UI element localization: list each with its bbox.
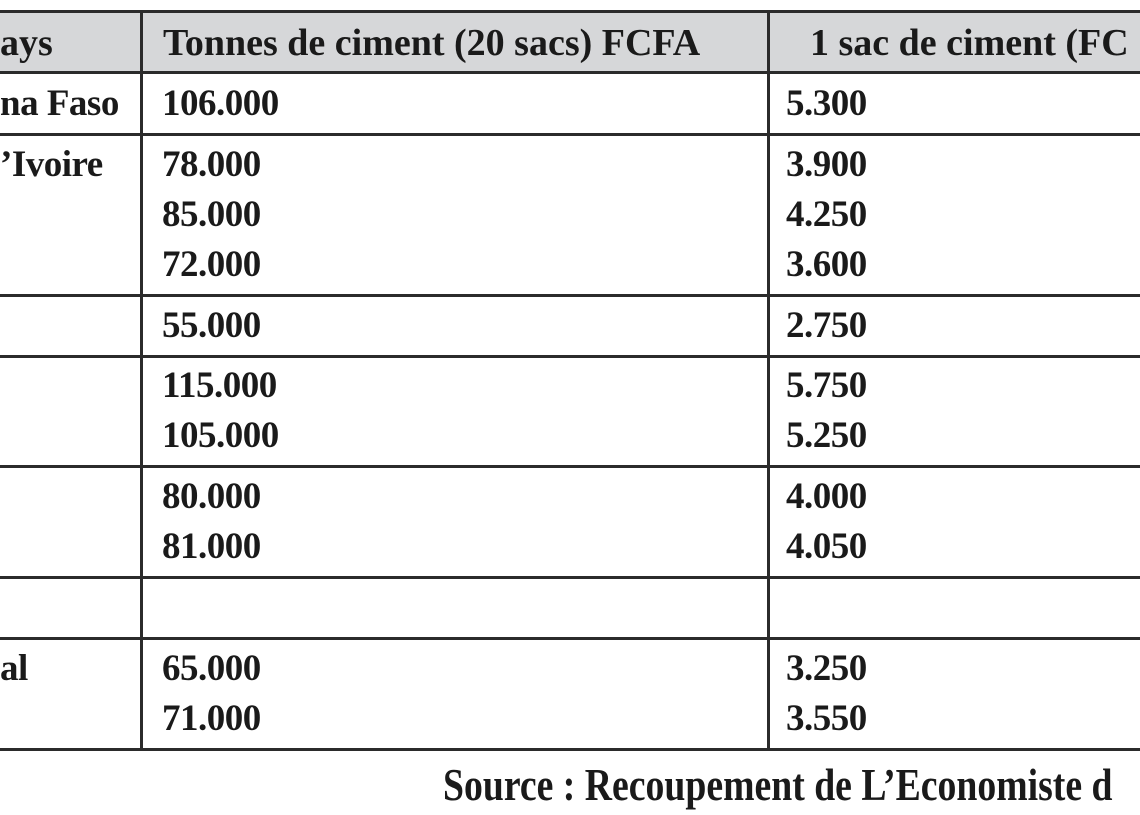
sac-value: 4.050	[786, 526, 867, 567]
table-bottom-border	[0, 748, 1140, 751]
tonnes-value: 65.000	[162, 648, 261, 689]
row-divider	[0, 637, 1140, 640]
header-tonnes: Tonnes de ciment (20 sacs) FCFA	[163, 22, 701, 64]
row-divider	[0, 133, 1140, 136]
sac-value: 4.000	[786, 476, 867, 517]
tonnes-value: 115.000	[162, 365, 277, 406]
column-divider	[767, 10, 770, 751]
header-country: ays	[0, 22, 53, 64]
row-divider	[0, 355, 1140, 358]
tonnes-value: 81.000	[162, 526, 261, 567]
sac-value: 5.750	[786, 365, 867, 406]
country-cell: ’Ivoire	[0, 144, 103, 185]
sac-value: 4.250	[786, 194, 867, 235]
sac-value: 3.900	[786, 144, 867, 185]
sac-value: 3.250	[786, 648, 867, 689]
row-divider	[0, 294, 1140, 297]
tonnes-value: 72.000	[162, 244, 261, 285]
header-bottom-border	[0, 71, 1140, 74]
sac-value: 2.750	[786, 305, 867, 346]
tonnes-value: 71.000	[162, 698, 261, 739]
tonnes-value: 78.000	[162, 144, 261, 185]
row-divider	[0, 465, 1140, 468]
country-cell: al	[0, 648, 28, 689]
sac-value: 3.550	[786, 698, 867, 739]
tonnes-value: 106.000	[162, 83, 279, 124]
tonnes-value: 55.000	[162, 305, 261, 346]
header-sac: 1 sac de ciment (FC	[810, 22, 1129, 64]
source-note: Source : Recoupement de L’Economiste d	[443, 759, 1113, 810]
sac-value: 5.300	[786, 83, 867, 124]
table-top-border	[0, 10, 1140, 13]
sac-value: 3.600	[786, 244, 867, 285]
tonnes-value: 80.000	[162, 476, 261, 517]
tonnes-value: 105.000	[162, 415, 279, 456]
row-divider	[0, 576, 1140, 579]
country-cell: na Faso	[0, 83, 119, 124]
tonnes-value: 85.000	[162, 194, 261, 235]
sac-value: 5.250	[786, 415, 867, 456]
column-divider	[140, 10, 143, 751]
